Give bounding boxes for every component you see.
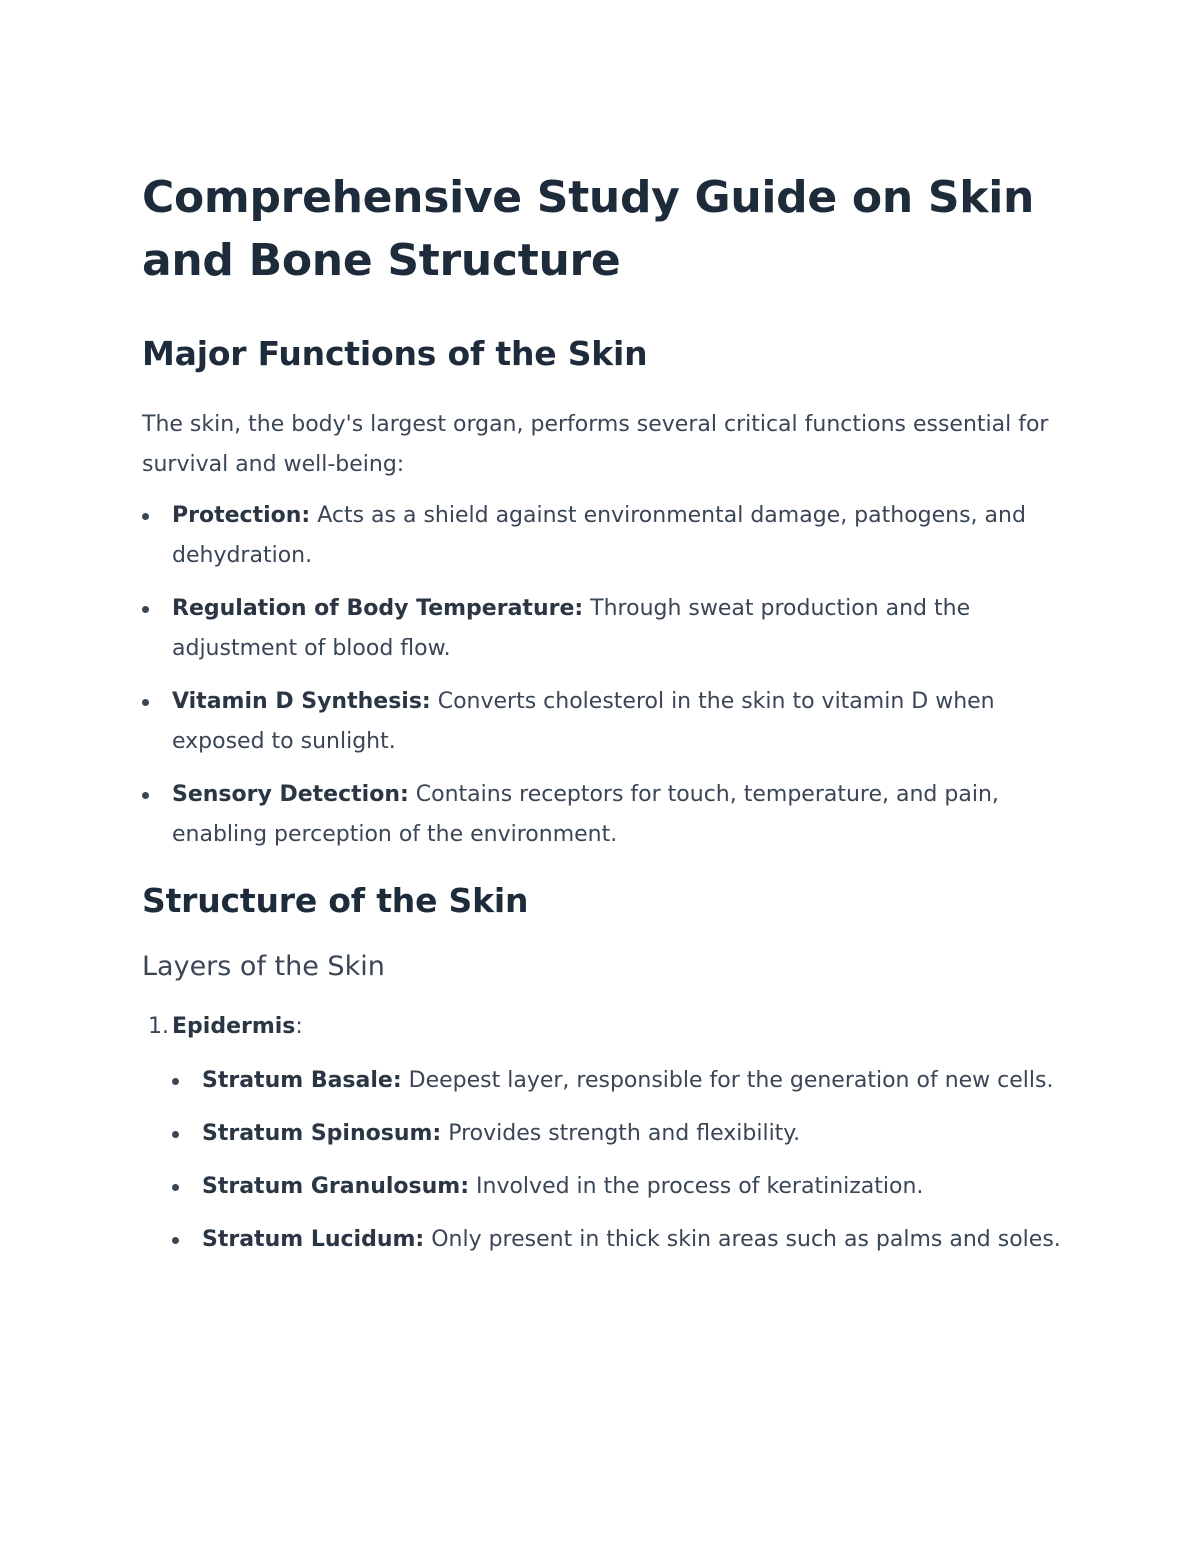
bullet-icon [142,606,149,613]
list-item [142,682,1067,762]
strata-list [172,1061,1067,1260]
item-term: Sensory Detection: [172,782,409,807]
list-number: 1. [148,1014,169,1039]
list-item [142,775,1067,855]
list-item [172,1061,1067,1101]
document-page [142,166,1067,1273]
bullet-icon [142,699,149,706]
list-item [172,1114,1067,1154]
list-item [172,1167,1067,1207]
page-title: Comprehensive Study Guide on Skin and Bone Structure [142,172,1035,286]
list-item [142,589,1067,669]
item-text: Through sweat production and the adjustment of blood flow. [172,596,971,661]
layer-item-epidermis [142,1007,1067,1260]
item-text: Contains receptors for touch, temperature, and pain, enabling perception of the environment. [172,782,999,847]
bullet-icon [142,792,149,799]
section-heading-functions: Major Functions of the Skin [142,334,648,373]
bullet-icon [172,1237,179,1244]
layer-name: Epidermis [172,1014,296,1039]
item-term: Stratum Granulosum: [202,1174,470,1199]
item-term: Stratum Lucidum: [202,1227,425,1252]
bullet-icon [172,1184,179,1191]
item-term: Vitamin D Synthesis: [172,689,431,714]
item-term: Regulation of Body Temperature: [172,596,584,621]
item-term: Stratum Basale: [202,1068,402,1093]
section-heading-structure: Structure of the Skin [142,881,529,920]
list-item [142,496,1067,576]
item-text: Only present in thick skin areas such as palms and soles. [424,1227,1061,1252]
item-text: Acts as a shield against environmental damage, pathogens, and dehydration. [172,503,1026,568]
functions-intro: The skin, the body's largest organ, performs several critical functions essential for survival and well-being: [142,412,1049,477]
functions-list [142,496,1067,855]
item-text: Deepest layer, responsible for the generation of new cells. [401,1068,1054,1093]
bullet-icon [142,513,149,520]
item-term: Stratum Spinosum: [202,1121,442,1146]
item-text: Converts cholesterol in the skin to vitamin D when exposed to sunlight. [172,689,995,754]
bullet-icon [172,1078,179,1085]
item-text: Provides strength and flexibility. [441,1121,801,1146]
layer-name-suffix: : [295,1014,303,1039]
list-item [172,1220,1067,1260]
bullet-icon [172,1131,179,1138]
layers-list [142,1007,1067,1260]
item-term: Protection: [172,503,311,528]
subsection-heading-layers: Layers of the Skin [142,951,385,982]
item-text: Involved in the process of keratinization. [469,1174,924,1199]
